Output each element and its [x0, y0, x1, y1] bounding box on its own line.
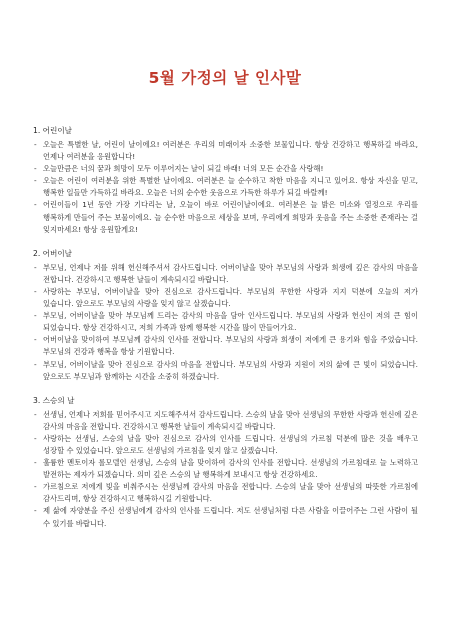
list-bullet: -: [34, 176, 37, 186]
list-item-text: 오늘만큼은 너의 꿈과 희망이 모두 이루어지는 날이 되길 바래! 너의 모든 순간을 사랑해!: [43, 164, 324, 174]
list-item-text: 사랑하는 선생님, 스승의 날을 맞아 진심으로 감사의 인사를 드립니다. 선생님의 가르침 덕분에 많은 것을 배우고 성장할 수 있었습니다. 앞으로도 선생님의 가르침을 잊지 않고 살겠습니다.: [43, 433, 418, 455]
list-item-text: 오늘은 어린이 여러분을 위한 특별한 날이에요. 여러분은 늘 순수하고 착한 마음을 지니고 있어요. 항상 자신을 믿고, 행복한 일들만 가득하길 바라요. 오늘은 너의 순수한 웃음으로 가득한 하루가 되길 바랄께!: [43, 176, 418, 198]
list-bullet: -: [34, 200, 37, 210]
list-item: [33, 199, 418, 235]
list-bullet: -: [34, 433, 37, 443]
list-item: [33, 139, 418, 163]
list-item-text: 훌륭한 멘토이자 롤모델인 선생님, 스승의 날을 맞이하여 감사의 인사를 전합니다. 선생님의 가르침대로 늘 노력하고 발전하는 제자가 되겠습니다. 의미 깊은 스승의 날 행복하게 보내시고 항상 건강하세요.: [43, 458, 418, 480]
list-item: [33, 310, 418, 334]
list-item-text: 사랑하는 부모님, 어버이날을 맞아 진심으로 감사드립니다. 부모님의 무한한 사랑과 지지 덕분에 오늘의 저가 있습니다. 앞으로도 부모님의 사랑을 잊지 않고 살겠습니다.: [43, 286, 418, 309]
list-bullet: -: [34, 409, 37, 419]
list-item: [33, 409, 418, 433]
list-item-text: 가르침으로 저에게 빛을 비춰주시는 선생님께 감사의 마음을 전합니다. 스승의 날을 맞아 선생님의 따뜻한 가르침에 감사드리며, 항상 건강하시고 행복하시길 기원합니다.: [43, 482, 418, 504]
list-item: [33, 457, 418, 481]
list-item: [33, 175, 418, 199]
list-item-text: 제 삶에 자양분을 주신 선생님에게 감사의 인사를 드립니다. 저도 선생님처럼 다른 사람을 이끌어주는 그런 사람이 될 수 있기를 바랍니다.: [43, 506, 418, 528]
list-item: [33, 505, 418, 529]
list-item: [33, 286, 418, 310]
list-bullet: -: [34, 286, 37, 296]
list-item-text: 오늘은 특별한 날, 어린이 날이에요! 여러분은 우리의 미래이자 소중한 보물입니다. 항상 건강하고 행복하길 바라요, 언제나 여러분을 응원합니다!: [43, 140, 418, 162]
list-item-text: 부모님, 언제나 저를 위해 헌신해주셔서 감사드립니다. 어버이날을 맞아 부모님의 사랑과 희생에 깊은 감사의 마음을 전합니다. 건강하시고 행복한 날들이 계속되시길 바랍니다.: [43, 262, 418, 284]
section-heading: 3. 스승의 날: [33, 395, 75, 405]
list-item: [33, 334, 418, 358]
list-bullet: -: [34, 140, 37, 149]
list-bullet: -: [34, 482, 37, 492]
section: [33, 125, 418, 236]
list-bullet: -: [34, 359, 37, 369]
section: [33, 248, 418, 383]
list-item: [33, 359, 418, 383]
list-item-text: 부모님, 어버이날을 맞아 진심으로 감사의 마음을 전합니다. 부모님의 사랑과 지원이 저의 삶에 큰 빛이 되었습니다. 앞으로도 부모님과 함께하는 시간을 소중히 하겠습니다.: [43, 359, 418, 381]
page-title: 5월 가정의 날 인사말: [148, 69, 302, 87]
list-bullet: -: [34, 458, 37, 468]
list-bullet: -: [34, 335, 37, 345]
document-body: [33, 125, 418, 542]
section: [33, 395, 418, 530]
list-bullet: -: [34, 506, 37, 516]
list-item: [33, 481, 418, 505]
list-item-text: 어버이날을 맞이하여 부모님께 감사의 인사를 전합니다. 부모님의 사랑과 희생이 저에게 큰 용기와 힘을 주었습니다. 부모님의 건강과 행복을 항상 기원합니다.: [43, 335, 418, 357]
list-item: [33, 163, 418, 175]
list-item-text: 부모님, 어버이날을 맞아 부모님께 드리는 감사의 마음을 담아 인사드립니다. 부모님의 사랑과 헌신이 저의 큰 힘이 되었습니다. 항상 건강하시고, 저희 가족과 함께 행복한 시간을 많이 만들어가요.: [43, 311, 418, 333]
list-bullet: -: [34, 164, 37, 174]
section-heading: 1. 어린이날: [33, 126, 73, 135]
list-bullet: -: [34, 311, 37, 321]
list-bullet: -: [34, 262, 37, 272]
section-heading: 2. 어버이날: [33, 248, 73, 258]
list-item-text: 선생님, 언제나 저희를 믿어주시고 지도해주셔서 감사드립니다. 스승의 날을 맞아 선생님의 무한한 사랑과 헌신에 깊은 감사의 마음을 전합니다. 건강하시고 행복한 날들이 계속되시길 바랍니다.: [43, 409, 418, 431]
list-item: [33, 262, 418, 286]
list-item: [33, 433, 418, 457]
list-item-text: 어린이들이 1년 동안 가장 기다리는 날, 오늘이 바로 어린이날이에요. 여러분은 늘 밝은 미소와 열정으로 우리를 행복하게 만들어 주는 보물이에요. 늘 순수한 마음으로 세상을 보며, 우리에게 희망과 웃음을 주는 소중한 존재라는 걸 잊지마세요! 항상 응원할게요!: [43, 200, 418, 234]
